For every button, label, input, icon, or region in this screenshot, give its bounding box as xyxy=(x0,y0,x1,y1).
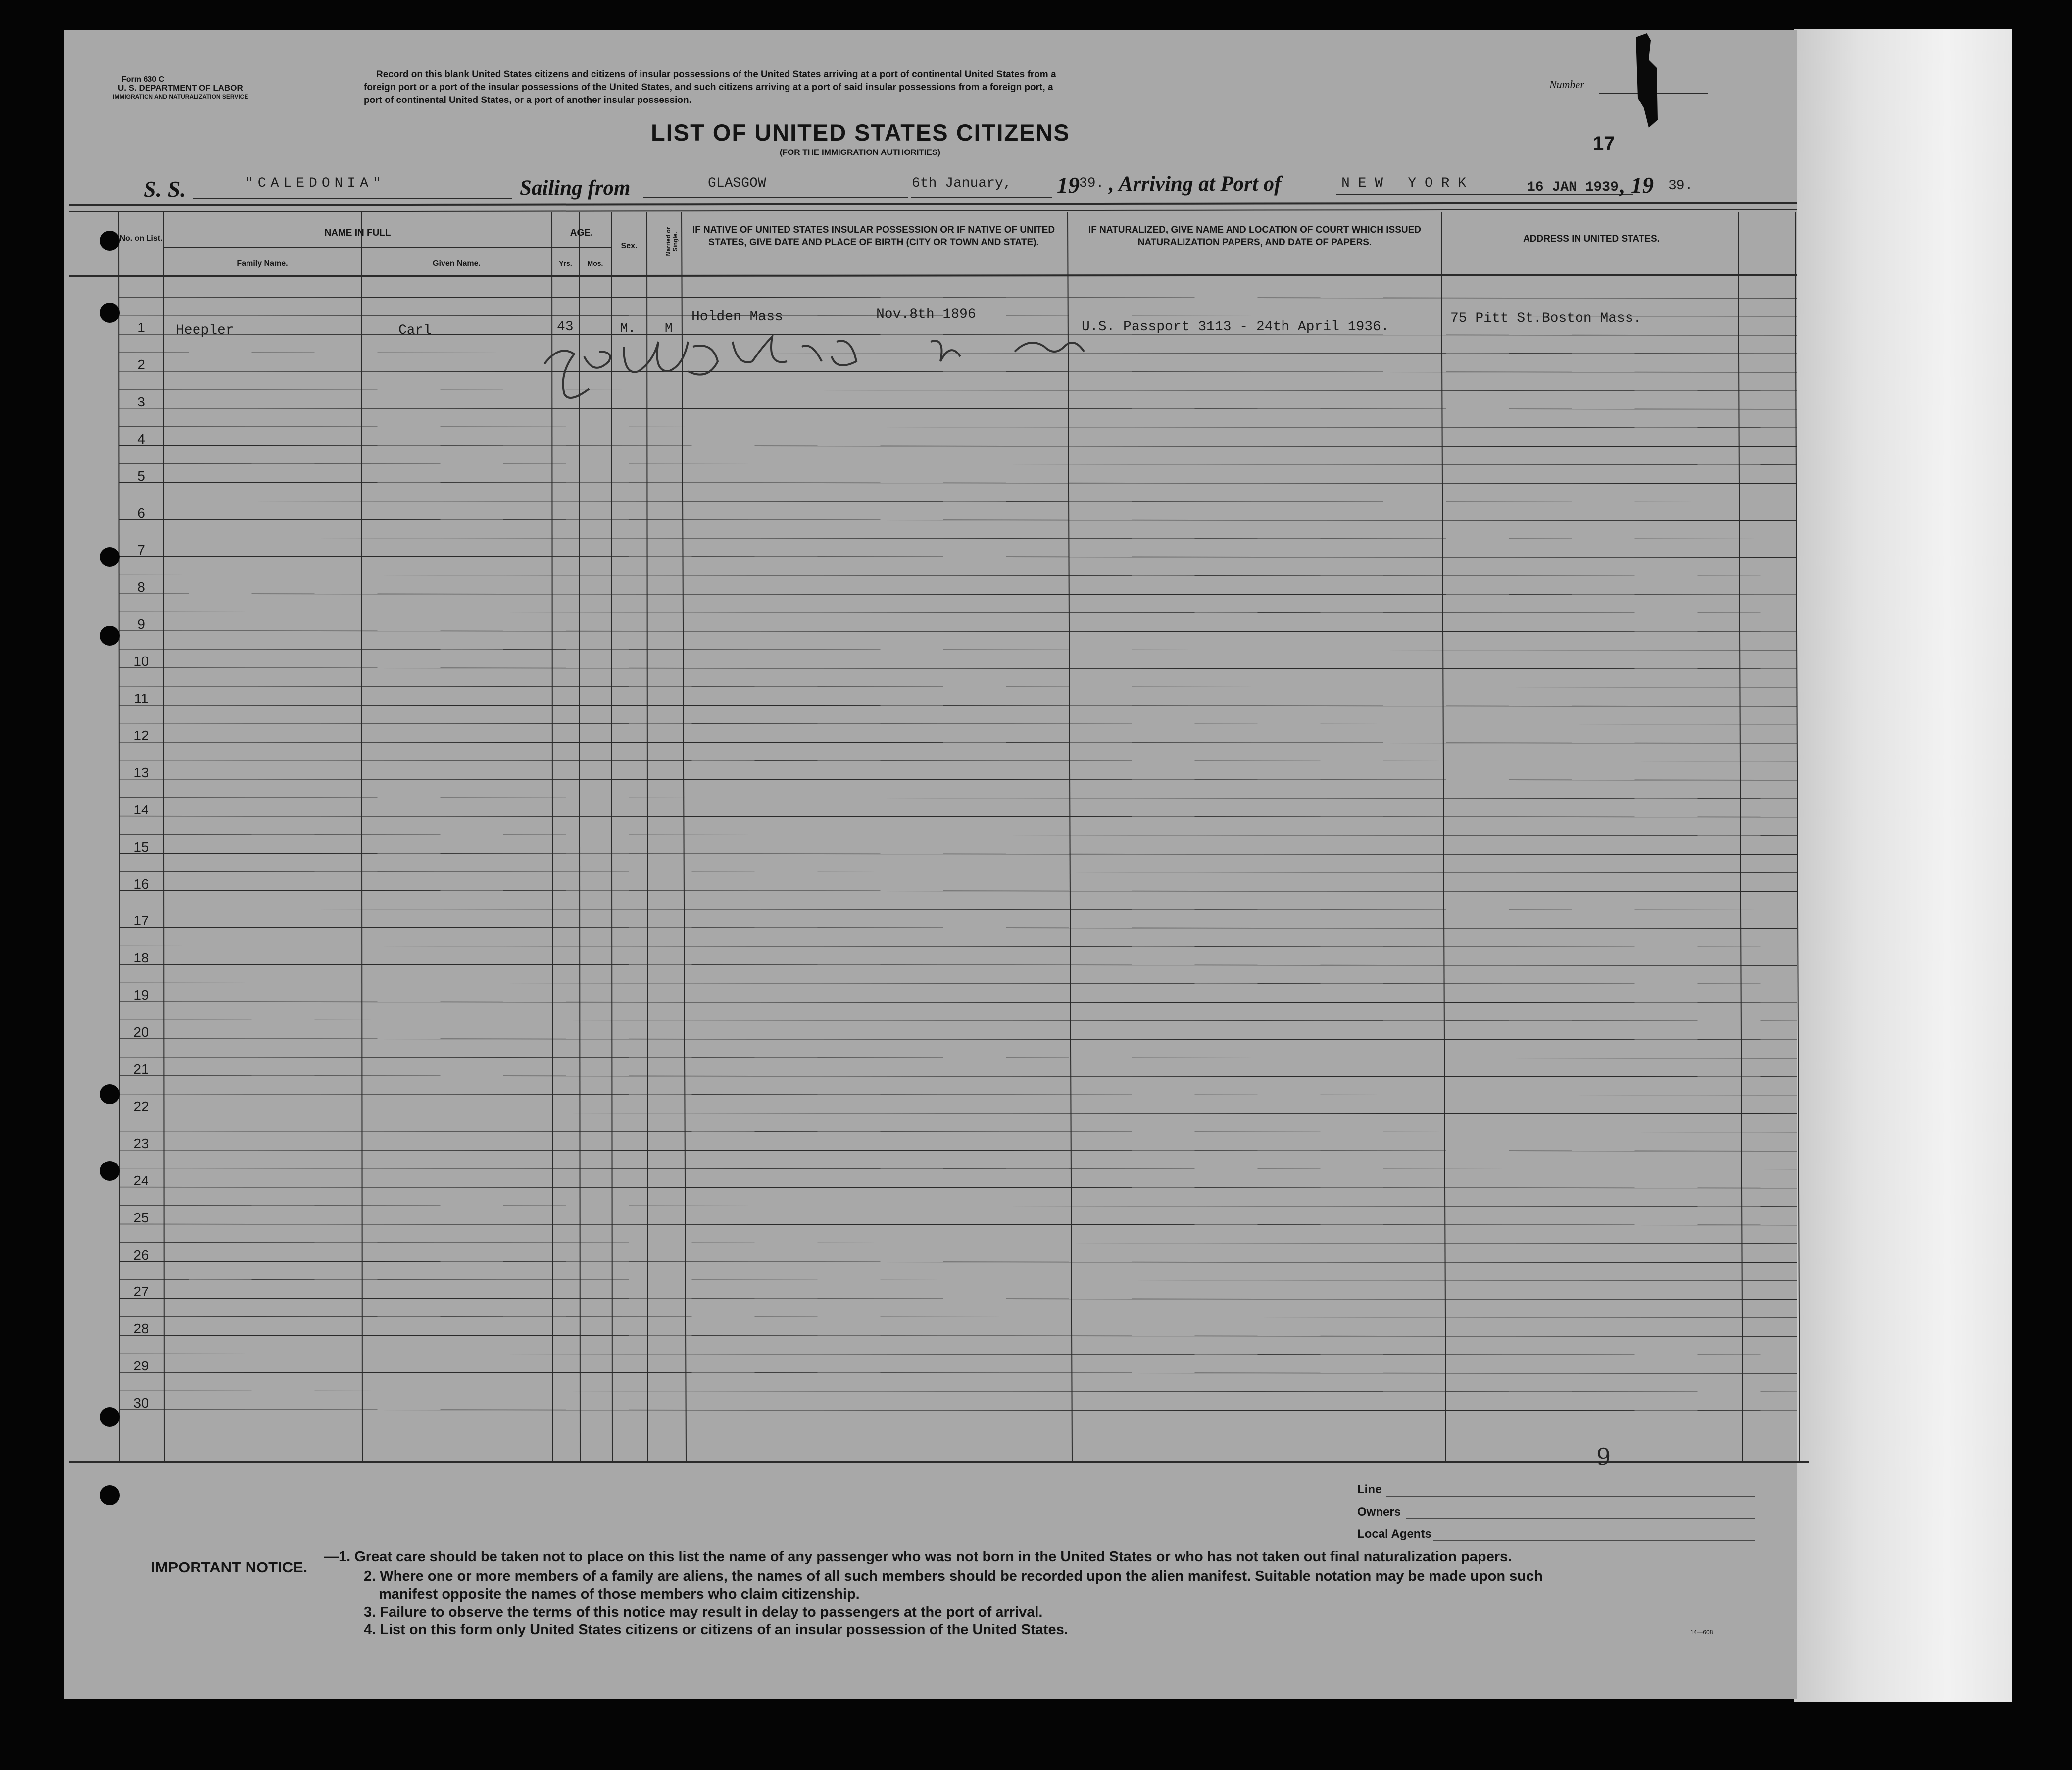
row-rule xyxy=(119,779,1797,780)
row-midline xyxy=(119,1316,1797,1317)
line-label: Line xyxy=(1357,1483,1382,1496)
col-header-age: AGE. xyxy=(570,228,593,238)
row-midline xyxy=(119,501,1797,502)
row-midline xyxy=(119,798,1797,799)
row-rule xyxy=(119,668,1797,669)
row-number: 14 xyxy=(133,802,149,817)
entry-given-name: Carl xyxy=(398,323,432,338)
column-rule xyxy=(1441,212,1446,1462)
instruction-line-1: Record on this blank United States citizens and citizens of insular possessions of the United States arriving at a port of continental United States from a xyxy=(376,69,1056,80)
sailing-date: 6th January, xyxy=(912,176,1012,191)
row-midline xyxy=(119,1354,1797,1355)
ship-name: "CALEDONIA" xyxy=(245,176,386,191)
entry-naturalization: U.S. Passport 3113 - 24th April 1936. xyxy=(1082,319,1389,335)
column-rule xyxy=(552,212,553,1462)
row-midline xyxy=(119,1057,1797,1058)
port-from: GLASGOW xyxy=(708,176,766,191)
col-header-address: ADDRESS IN UNITED STATES. xyxy=(1523,234,1660,244)
row-number: 23 xyxy=(133,1135,149,1151)
column-rule xyxy=(1795,212,1800,1462)
row-midline xyxy=(119,390,1797,391)
notice-item-3: 3. Failure to observe the terms of this notice may result in delay to passengers at the port of arrival. xyxy=(364,1604,1043,1620)
port-to: N E W Y O R K xyxy=(1341,176,1467,191)
col-header-mos: Mos. xyxy=(587,259,603,267)
row-number: 10 xyxy=(133,654,149,669)
row-midline xyxy=(119,983,1797,984)
row-number: 19 xyxy=(133,987,149,1003)
row-rule xyxy=(119,631,1797,632)
row-midline xyxy=(119,427,1797,428)
entry-birth-place: Holden Mass xyxy=(691,309,783,325)
row-midline xyxy=(119,686,1797,687)
row-number: 15 xyxy=(133,839,149,855)
punch-hole xyxy=(100,626,120,646)
row-rule xyxy=(119,556,1797,557)
row-number: 17 xyxy=(133,913,149,929)
year-suffix: 39. xyxy=(1079,176,1104,191)
header-top-rule xyxy=(69,203,1797,205)
punch-hole xyxy=(100,303,120,323)
column-rule xyxy=(163,212,164,1462)
row-number: 16 xyxy=(133,876,149,892)
row-number: 20 xyxy=(133,1024,149,1040)
entry-marital: M xyxy=(665,321,673,336)
row-rule xyxy=(119,519,1797,520)
col-header-married xyxy=(647,215,683,264)
row-number: 1 xyxy=(137,320,145,335)
row-rule xyxy=(119,1076,1797,1077)
row-midline xyxy=(119,760,1797,761)
column-rule xyxy=(361,212,362,1462)
row-rule xyxy=(119,1113,1797,1114)
entry-birth-date: Nov.8th 1896 xyxy=(876,307,976,322)
arrival-stamp: 16 JAN 1939 xyxy=(1527,180,1619,195)
notice-item-4: 4. List on this form only United States citizens or citizens of an insular possession of the United States. xyxy=(364,1622,1068,1638)
row-rule xyxy=(119,446,1797,447)
notice-label: IMPORTANT NOTICE. xyxy=(151,1559,308,1576)
row-rule xyxy=(119,1335,1797,1336)
row-rule xyxy=(119,371,1797,372)
entry-family-name: Heepler xyxy=(176,323,234,338)
owners-label: Owners xyxy=(1357,1505,1401,1518)
row-midline xyxy=(119,1391,1797,1392)
entry-age: 43 xyxy=(557,319,574,335)
row-midline xyxy=(119,1206,1797,1207)
page-number: 17 xyxy=(1593,133,1615,154)
col-header-given-name: Given Name. xyxy=(433,259,481,268)
column-rule xyxy=(1068,212,1072,1462)
row-midline xyxy=(119,872,1797,873)
row-rule xyxy=(119,705,1797,706)
punch-hole xyxy=(100,1084,120,1104)
form-number: Form 630 C xyxy=(121,75,165,84)
entry-address: 75 Pitt St.Boston Mass. xyxy=(1450,311,1642,326)
number-label: Number xyxy=(1549,78,1584,91)
row-number: 30 xyxy=(133,1395,149,1411)
instruction-line-2: foreign port or a port of the insular possessions of the United States, and such citizens arriving at a port of said insular possessions from a foreign port, a xyxy=(364,82,1053,93)
local-agents-label: Local Agents xyxy=(1357,1527,1431,1541)
row-midline xyxy=(119,1168,1797,1169)
col-header-sex: Sex. xyxy=(621,242,638,250)
row-midline xyxy=(119,612,1797,613)
col-header-no: No. on List. xyxy=(119,234,163,243)
col-header-family-name: Family Name. xyxy=(237,259,288,268)
column-rule xyxy=(647,212,648,1462)
notice-item-2: 2. Where one or more members of a family are aliens, the names of all such members should be recorded upon the alien manifest. Suitable notation may be made upon such xyxy=(364,1568,1543,1584)
punch-hole xyxy=(100,547,120,567)
row-number: 7 xyxy=(137,542,145,558)
bottom-mark: 9 xyxy=(1596,1443,1611,1470)
column-rule xyxy=(682,212,686,1462)
footer-code: 14—608 xyxy=(1690,1629,1713,1636)
year-prefix: 19 xyxy=(1057,172,1080,198)
row-number: 12 xyxy=(133,727,149,743)
row-number: 6 xyxy=(137,505,145,521)
row-rule xyxy=(119,1224,1797,1225)
punch-hole xyxy=(100,1485,120,1505)
column-rule xyxy=(1738,212,1743,1462)
row-midline xyxy=(119,1131,1797,1132)
row-rule xyxy=(119,742,1797,743)
row-number: 11 xyxy=(134,691,148,706)
row-number: 5 xyxy=(137,468,145,484)
row-number: 18 xyxy=(133,950,149,966)
arrival-year-suffix: 39. xyxy=(1668,178,1693,194)
arriving-label: , Arriving at Port of xyxy=(1109,172,1282,196)
row-number: 13 xyxy=(133,764,149,780)
row-midline xyxy=(119,1243,1797,1244)
row-rule xyxy=(119,1187,1797,1188)
row-number: 8 xyxy=(137,579,145,595)
sailing-from-label: Sailing from xyxy=(520,176,631,200)
row-midline xyxy=(119,723,1797,724)
row-rule xyxy=(119,816,1797,817)
form-subtitle: (FOR THE IMMIGRATION AUTHORITIES) xyxy=(780,148,940,157)
row-rule xyxy=(119,297,1797,298)
column-rule xyxy=(119,212,120,1462)
row-rule xyxy=(119,1410,1797,1411)
punch-hole xyxy=(100,1407,120,1427)
row-rule xyxy=(119,408,1797,409)
notice-item-1: —1. Great care should be taken not to place on this list the name of any passenger who was not born in the United States or who has not taken out final naturalization papers. xyxy=(324,1549,1512,1565)
row-number: 28 xyxy=(133,1321,149,1337)
ss-label: S. S. xyxy=(144,176,186,202)
row-midline xyxy=(119,575,1797,576)
notice-item-2-cont: manifest opposite the names of those members who claim citizenship. xyxy=(379,1586,860,1602)
row-number: 22 xyxy=(133,1098,149,1114)
row-midline xyxy=(119,1020,1797,1021)
row-rule xyxy=(119,1150,1797,1151)
row-number: 4 xyxy=(137,431,145,447)
married-label: Married or Single. xyxy=(665,227,679,256)
row-number: 29 xyxy=(133,1358,149,1374)
col-header-birth: IF NATIVE OF UNITED STATES INSULAR POSSESSION OR IF NATIVE OF UNITED STATES, GIVE DATE AND PLACE OF BIRTH (CITY OR TOWN AND STATE). xyxy=(692,225,1055,248)
department-label: U. S. DEPARTMENT OF LABOR xyxy=(118,83,243,93)
row-number: 27 xyxy=(133,1284,149,1300)
form-title: LIST OF UNITED STATES CITIZENS xyxy=(651,119,1070,146)
row-midline xyxy=(119,1094,1797,1095)
row-rule xyxy=(119,1372,1797,1373)
service-label: IMMIGRATION AND NATURALIZATION SERVICE xyxy=(113,93,248,100)
row-midline xyxy=(119,946,1797,947)
row-midline xyxy=(119,1279,1797,1280)
col-header-yrs: Yrs. xyxy=(559,259,572,267)
instruction-line-3: port of continental United States, or a port of another insular possession. xyxy=(364,95,691,105)
row-midline xyxy=(119,649,1797,650)
row-number: 9 xyxy=(137,616,145,632)
row-midline xyxy=(119,538,1797,539)
column-rule xyxy=(579,212,580,1462)
entry-sex: M. xyxy=(620,321,636,336)
row-rule xyxy=(119,334,1797,335)
row-rule xyxy=(119,1261,1797,1262)
punch-hole xyxy=(100,231,120,251)
row-rule xyxy=(119,594,1797,595)
row-number: 2 xyxy=(137,356,145,372)
number-ink-blot xyxy=(1636,33,1658,128)
row-midline xyxy=(119,835,1797,836)
row-number: 24 xyxy=(133,1172,149,1188)
row-midline xyxy=(119,909,1797,910)
row-rule xyxy=(119,890,1797,891)
row-midline xyxy=(119,464,1797,465)
row-rule xyxy=(119,964,1797,965)
row-rule xyxy=(119,1002,1797,1003)
col-header-name: NAME IN FULL xyxy=(324,228,391,238)
col-header-naturalized: IF NATURALIZED, GIVE NAME AND LOCATION OF COURT WHICH ISSUED NATURALIZATION PAPERS, AND DATE OF PAPERS. xyxy=(1088,225,1421,248)
header-second-rule xyxy=(69,209,1797,212)
row-rule xyxy=(119,483,1797,484)
row-number: 3 xyxy=(137,394,145,409)
row-number: 25 xyxy=(133,1210,149,1225)
row-rule xyxy=(119,927,1797,928)
header-bottom-rule xyxy=(69,275,1797,276)
row-rule xyxy=(119,1298,1797,1299)
row-number: 26 xyxy=(133,1247,149,1263)
row-rule xyxy=(119,1039,1797,1040)
row-number: 21 xyxy=(133,1062,149,1077)
punch-hole xyxy=(100,1161,120,1181)
column-rule xyxy=(611,212,612,1462)
row-rule xyxy=(119,854,1797,855)
arrival-year-prefix: , 19 xyxy=(1620,172,1654,198)
